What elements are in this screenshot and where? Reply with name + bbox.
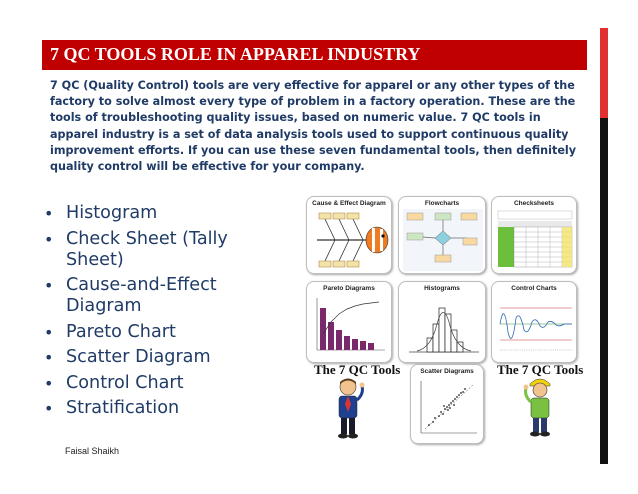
card-title: Checksheets xyxy=(513,200,555,207)
card-title: Cause & Effect Diagram xyxy=(312,200,386,207)
list-item: • Check Sheet (Tally Sheet) xyxy=(44,228,228,270)
bullet-icon: • xyxy=(44,276,54,295)
author-footer: Faisal Shaikh xyxy=(65,446,120,456)
scatter-card xyxy=(410,364,484,444)
fishbone-diagram-icon xyxy=(311,209,389,271)
histograms-card xyxy=(398,281,486,363)
bullet-icon: • xyxy=(44,373,54,393)
list-item: • Control Chart xyxy=(44,372,184,393)
card-title: Flowcharts xyxy=(424,200,460,207)
list-item: • Histogram xyxy=(44,203,158,223)
flowchart-icon xyxy=(403,209,483,271)
card-title: Scatter Diagrams xyxy=(420,368,474,375)
qc-tools-list xyxy=(44,203,274,424)
bullet-icon: • xyxy=(44,204,54,223)
scatter-plot-icon xyxy=(415,377,481,441)
bullet-icon: • xyxy=(44,348,54,367)
title-bar xyxy=(42,40,587,70)
list-item: • Scatter Diagram xyxy=(44,347,211,367)
histogram-icon xyxy=(403,294,483,360)
bullet-icon: • xyxy=(44,399,54,418)
left-caption: The 7 QC Tools xyxy=(314,362,401,377)
intro-paragraph: 7 QC (Quality Control) tools are very effective for apparel or any other types of the factory to solve almost every type of problem in a factory operation. These are the tools of troubleshooting quality issues, based on numeric value. 7 QC tools in apparel industry is a set of data analysis tools used to support continuous quality improvement efforts. If you can use these seven fundamental tools, then definitely quality control will be effective for your company. xyxy=(50,79,577,174)
control-charts-card xyxy=(491,281,577,363)
slide-title: 7 QC TOOLS ROLE IN APPAREL INDUSTRY xyxy=(50,44,421,64)
card-title: Histograms xyxy=(424,285,460,292)
card-title: Control Charts xyxy=(511,285,557,292)
pareto-chart-icon xyxy=(311,294,389,360)
pareto-card xyxy=(306,281,392,363)
card-title: Pareto Diagrams xyxy=(323,285,375,292)
cause-effect-card xyxy=(306,196,392,274)
bullet-icon: • xyxy=(44,322,54,342)
control-chart-icon xyxy=(496,294,574,360)
bullet-icon: • xyxy=(44,229,54,249)
list-item: • Cause-and-Effect Diagram xyxy=(44,275,217,316)
flowcharts-card xyxy=(398,196,486,274)
checksheets-card xyxy=(491,196,577,274)
side-accent-highlight xyxy=(600,28,608,118)
list-item: • Pareto Chart xyxy=(44,321,176,342)
list-item: • Stratification xyxy=(44,398,180,418)
right-caption: The 7 QC Tools xyxy=(497,362,584,377)
engineer-illustration xyxy=(520,376,560,438)
businessman-illustration xyxy=(328,378,368,440)
checksheet-table-icon xyxy=(496,209,574,271)
